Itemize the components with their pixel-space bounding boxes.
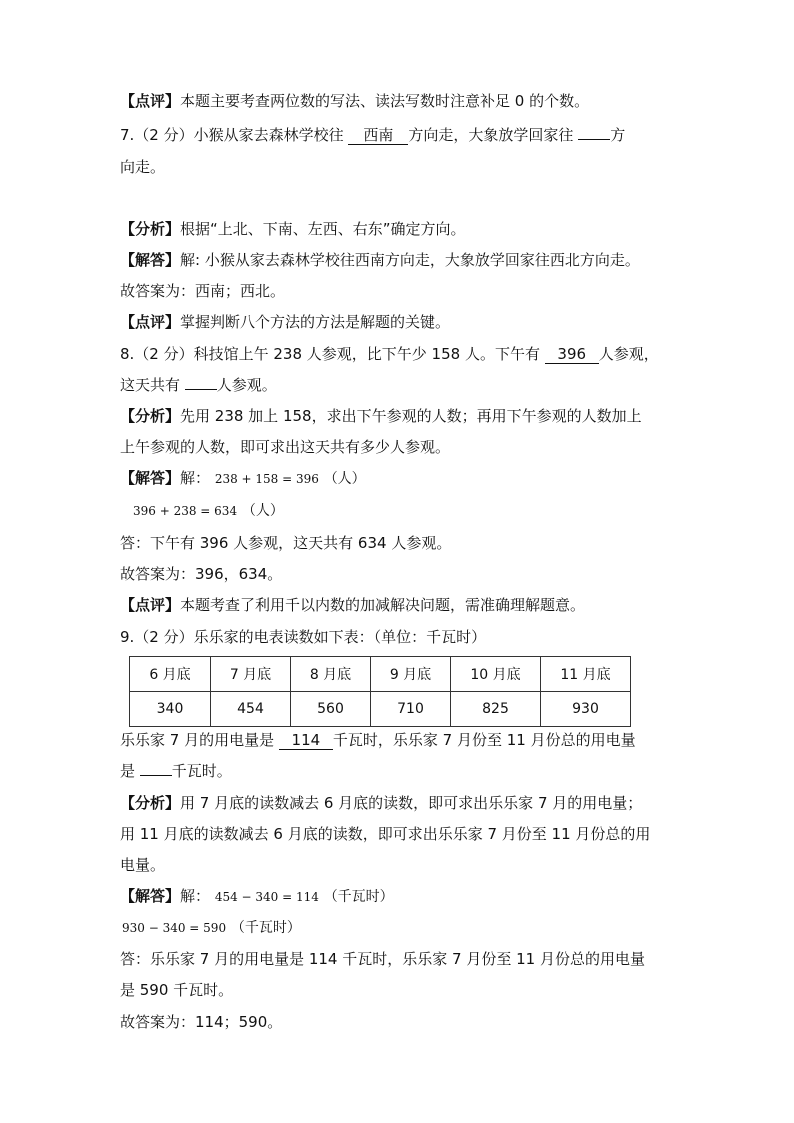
question-text: 人参观。: [216, 376, 277, 394]
answer-text: 故答案为：396，634。: [120, 565, 283, 583]
answer-q8: [120, 564, 282, 584]
analysis-text: 上午参观的人数，即可求出这天共有多少人参观。: [120, 438, 451, 456]
solution-text: 解: 小猴从家去森林学校往西南方向走，大象放学回家往西北方向走。: [180, 251, 640, 269]
equation-1: 238 + 158 = 396: [214, 472, 319, 486]
answer-q9: [120, 1012, 282, 1032]
question-text: 是: [120, 762, 136, 780]
question-number: 8.（2 分）: [120, 345, 194, 363]
analysis-q8-line2: [120, 437, 450, 457]
answer-blank-filled: 396: [545, 345, 599, 364]
table-header-cell: 6 月底: [130, 657, 211, 692]
table-header-row: [130, 657, 631, 692]
equation-2: 396 + 238 = 634: [133, 504, 238, 518]
comment-text: 本题考查了利用千以内数的加减解决问题，需准确理解题意。: [180, 596, 586, 614]
analysis-text: 用 7 月底的读数减去 6 月底的读数，即可求出乐乐家 7 月的用电量；: [180, 794, 643, 812]
answer-blank-empty: [185, 375, 217, 390]
comment-q8: [120, 595, 585, 615]
solution-q7: [120, 250, 640, 270]
comment-text: 本题主要考查两位数的写法、读法写数时注意补足 0 的个数。: [180, 92, 590, 110]
answer-text: 故答案为：114；590。: [120, 1013, 283, 1031]
question-text: 乐乐家的电表读数如下表：（单位：千瓦时）: [193, 628, 487, 646]
answer-blank-filled: 114: [279, 731, 333, 750]
question-text: 乐乐家 7 月的用电量是: [120, 731, 275, 749]
analysis-tag: 【分析】: [120, 220, 181, 238]
question-text: 小猴从家去森林学校往: [193, 126, 344, 144]
reply-text: 是 590 千瓦时。: [120, 981, 234, 999]
analysis-q8: [120, 406, 642, 426]
answer-blank-empty: [578, 125, 610, 140]
comment-q7: [120, 312, 450, 332]
question-text: 人参观，: [598, 345, 659, 363]
solution-q8: [120, 468, 366, 489]
question-number: 7.（2 分）: [120, 126, 194, 144]
comment-text: 掌握判断八个方法的方法是解题的关键。: [180, 313, 451, 331]
meter-reading-table: [129, 656, 631, 727]
analysis-text: 用 11 月底的读数减去 6 月底的读数，即可求出乐乐家 7 月份至 11 月份总的用: [120, 825, 651, 843]
question-text: 向走。: [120, 158, 166, 176]
reply-q8: [120, 533, 451, 553]
table-row: [130, 692, 631, 727]
solution-text: 解：: [180, 469, 211, 487]
question-text: 方: [610, 126, 626, 144]
table-cell: 710: [371, 692, 451, 727]
reply-text: 答：下午有 396 人参观，这天共有 634 人参观。: [120, 534, 452, 552]
equation-unit: （人）: [241, 503, 284, 519]
table-header-cell: 11 月底: [541, 657, 631, 692]
equation-unit: （人）: [323, 471, 366, 487]
question-text: 千瓦时。: [171, 762, 232, 780]
equation-unit: （千瓦时）: [230, 920, 301, 936]
comment-tag: 【点评】: [120, 596, 181, 614]
analysis-tag: 【分析】: [120, 407, 181, 425]
equation-2: 930 − 340 = 590: [122, 921, 227, 935]
reply-q9-line2: [120, 980, 233, 1000]
table-cell: 825: [451, 692, 541, 727]
question-8-line2: [120, 375, 277, 395]
comment-line-q6: [120, 91, 589, 111]
table-cell: 340: [130, 692, 211, 727]
comment-tag: 【点评】: [120, 92, 181, 110]
answer-blank-empty: [140, 761, 172, 776]
table-header-cell: 9 月底: [371, 657, 451, 692]
analysis-tag: 【分析】: [120, 794, 181, 812]
question-7-line2: [120, 157, 165, 177]
comment-tag: 【点评】: [120, 313, 181, 331]
solution-tag: 【解答】: [120, 469, 181, 487]
analysis-text: 电量。: [120, 856, 166, 874]
analysis-text: 先用 238 加上 158，求出下午参观的人数；再用下午参观的人数加上: [180, 407, 642, 425]
solution-tag: 【解答】: [120, 887, 181, 905]
analysis-q9-line2: [120, 824, 650, 844]
question-9-line2: [120, 761, 232, 781]
table-header-cell: 7 月底: [211, 657, 291, 692]
solution-text: 解：: [180, 887, 211, 905]
question-8: [120, 344, 659, 364]
question-text: 方向走，大象放学回家往: [408, 126, 574, 144]
question-text: 这天共有: [120, 376, 181, 394]
question-number: 9.（2 分）: [120, 628, 194, 646]
question-text: 科技馆上午 238 人参观，比下午少 158 人。下午有: [193, 345, 540, 363]
answer-text: 故答案为：西南；西北。: [120, 282, 286, 300]
equation-unit: （千瓦时）: [323, 889, 394, 905]
table-cell: 454: [211, 692, 291, 727]
equation-line-q9: [122, 917, 301, 938]
answer-q7: [120, 281, 285, 301]
solution-q9: [120, 886, 394, 907]
answer-blank-filled: 西南: [348, 126, 408, 145]
reply-text: 答：乐乐家 7 月的用电量是 114 千瓦时，乐乐家 7 月份至 11 月份总的用电量: [120, 950, 645, 968]
equation-line-q8: [133, 500, 284, 521]
table-cell: 560: [291, 692, 371, 727]
question-text: 千瓦时，乐乐家 7 月份至 11 月份总的用电量: [332, 731, 636, 749]
question-9-line1: [120, 730, 636, 750]
question-9: [120, 627, 486, 647]
question-7: [120, 125, 625, 145]
analysis-q7: [120, 219, 466, 239]
equation-1: 454 − 340 = 114: [214, 890, 319, 904]
analysis-q9-line3: [120, 855, 165, 875]
table-header-cell: 10 月底: [451, 657, 541, 692]
table-header-cell: 8 月底: [291, 657, 371, 692]
reply-q9: [120, 949, 645, 969]
analysis-q9: [120, 793, 642, 813]
solution-tag: 【解答】: [120, 251, 181, 269]
analysis-text: 根据“上北、下南、左西、右东”确定方向。: [180, 220, 466, 238]
table-cell: 930: [541, 692, 631, 727]
